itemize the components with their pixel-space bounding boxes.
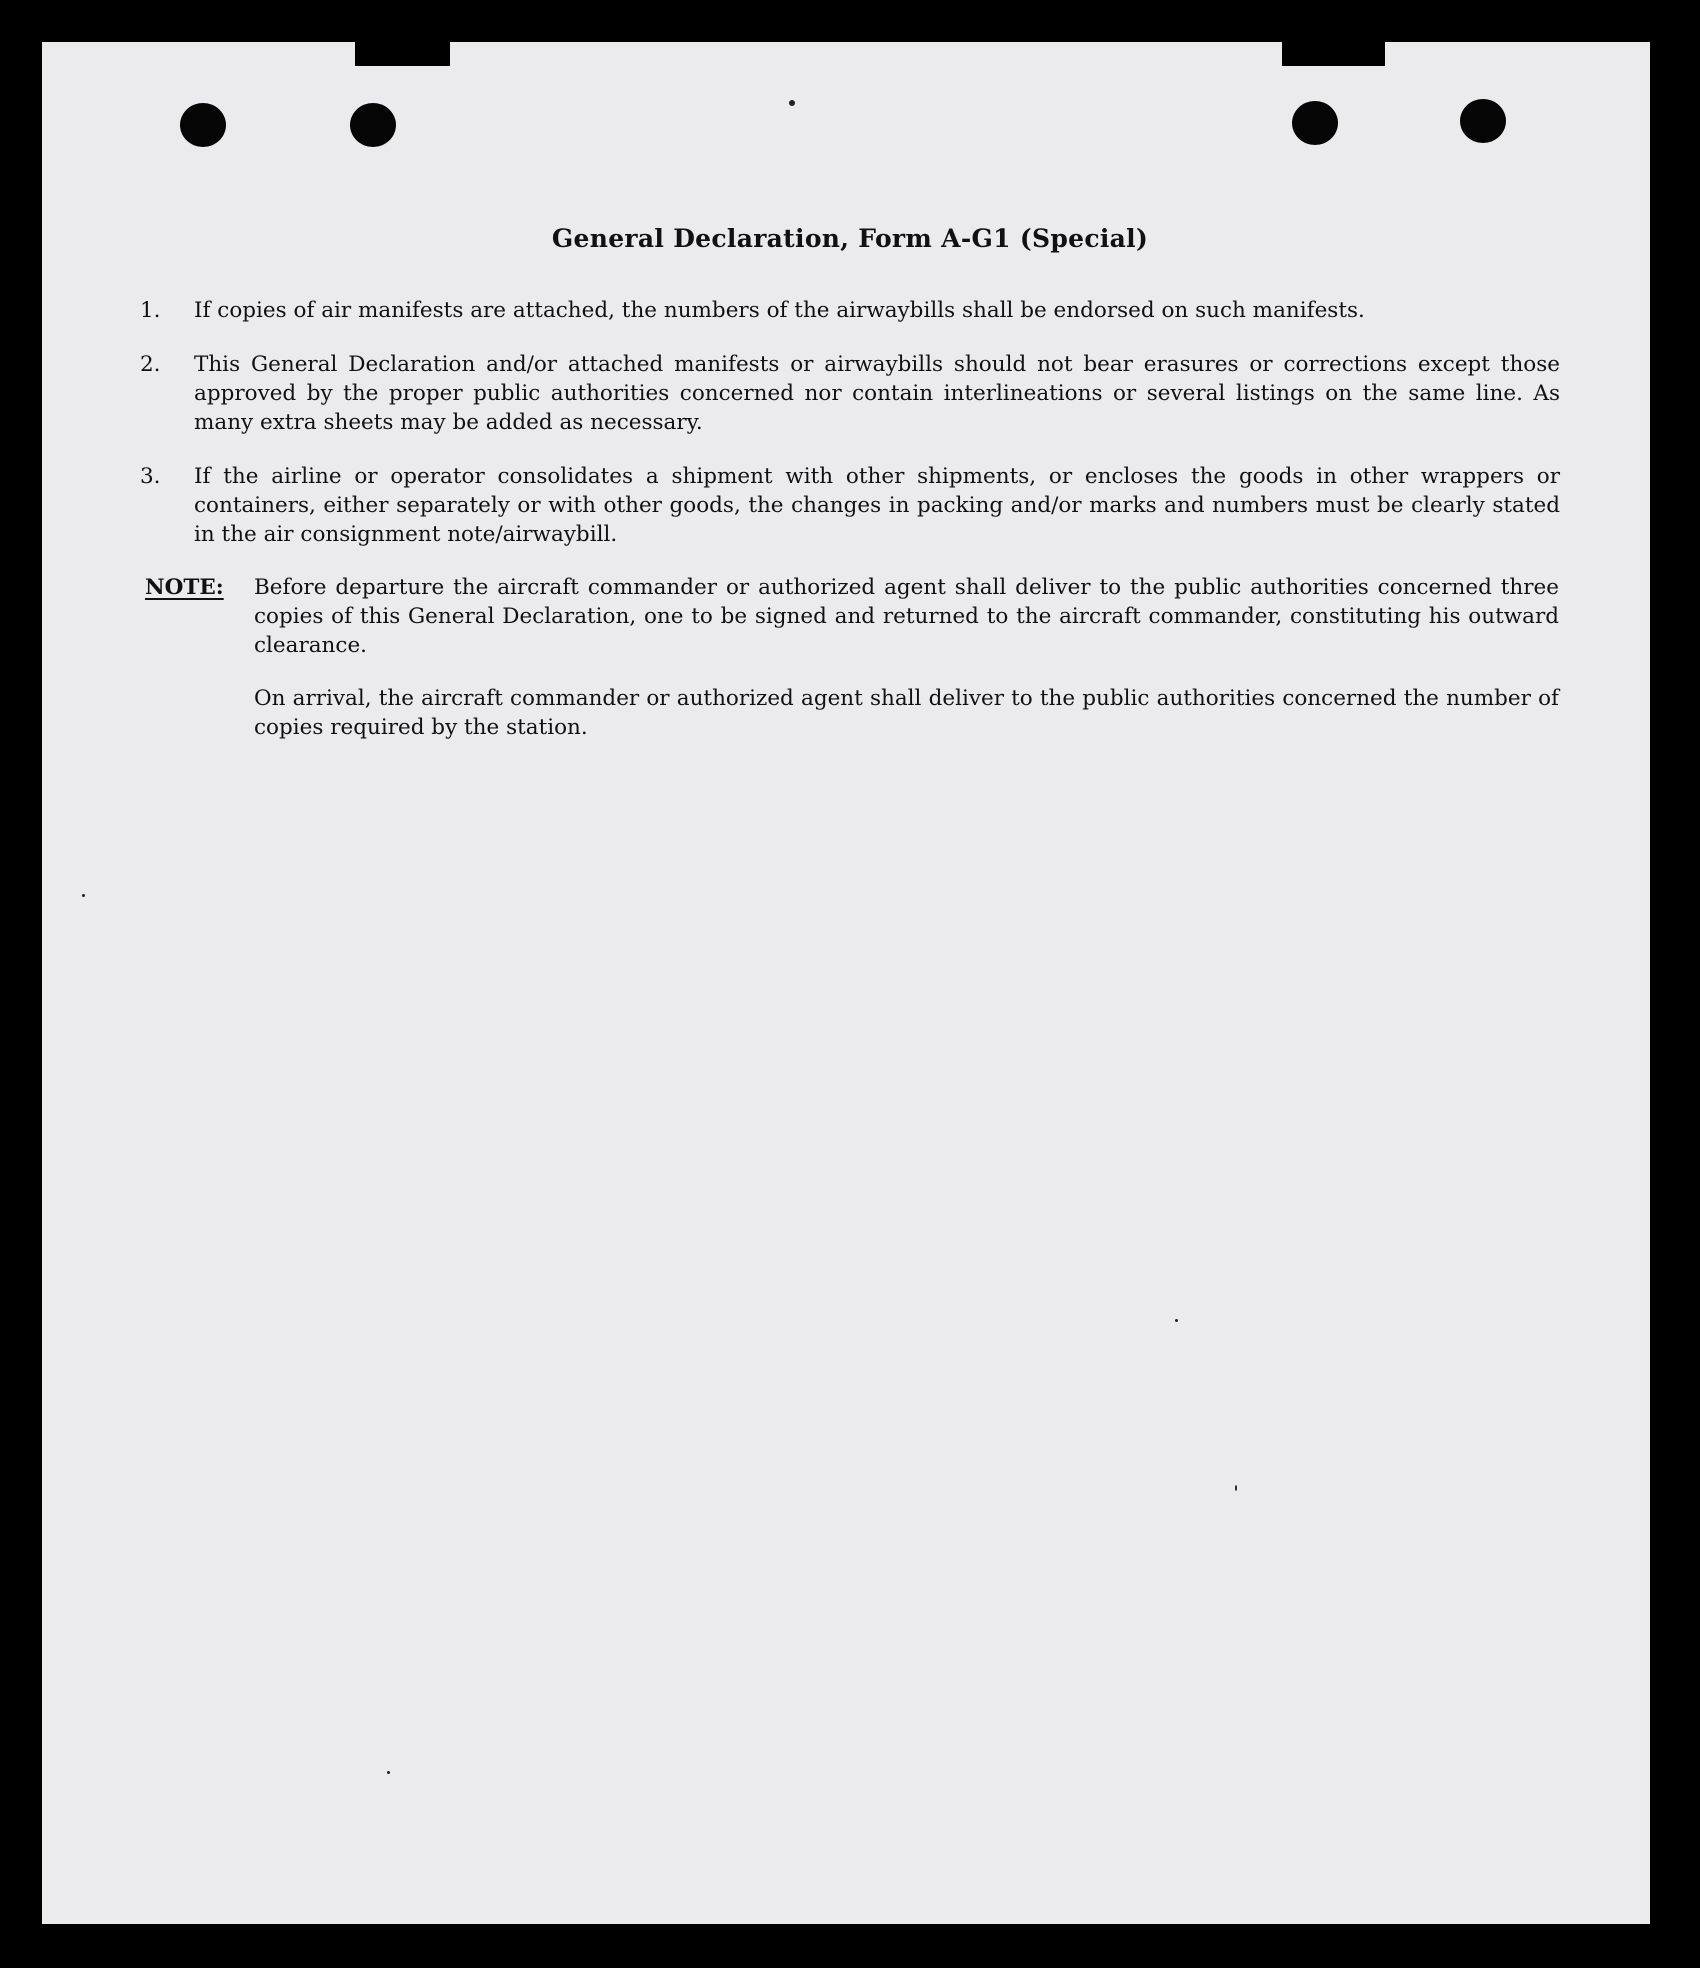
punch-hole-icon (350, 103, 396, 147)
binding-tab-left (355, 42, 450, 66)
scan-speck (82, 894, 85, 897)
page-title: General Declaration, Form A-G1 (Special) (551, 224, 1149, 253)
list-item (140, 462, 1560, 549)
list-item-number: 3. (140, 464, 161, 489)
punch-hole-icon (180, 103, 226, 147)
list-item-text: This General Declaration and/or attached manifests or airwaybills should not bear erasures or corrections except those approved by the proper public authorities concerned nor contain interlineations or several listings on the same line. As many extra sheets may be added as necessary. (194, 352, 1560, 435)
note-paragraph: Before departure the aircraft commander or authorized agent shall deliver to the public authorities concerned three copies of this General Declaration, one to be signed and returned to the aircraft commander, constituting his outward clearance. (254, 575, 1559, 658)
scan-speck (789, 100, 795, 106)
list-item (140, 350, 1560, 437)
list-item (140, 296, 1560, 325)
scan-speck (1235, 1485, 1237, 1491)
binding-tab-right (1282, 42, 1385, 66)
scan-speck (1175, 1319, 1178, 1322)
list-item-text: If copies of air manifests are attached, the numbers of the airwaybills shall be endorsed on such manifests. (194, 298, 1365, 323)
note-paragraph: On arrival, the aircraft commander or authorized agent shall deliver to the public authorities concerned the number of copies required by the station. (254, 686, 1559, 740)
list-item-number: 2. (140, 352, 161, 377)
list-item-text: If the airline or operator consolidates a shipment with other shipments, or encloses the goods in other wrappers or containers, either separately or with other goods, the changes in packing and/or marks and numbers must be clearly stated in the air consignment note/airwaybill. (194, 464, 1560, 547)
punch-hole-icon (1292, 101, 1338, 145)
punch-hole-icon (1460, 99, 1506, 143)
list-item-number: 1. (140, 298, 161, 323)
note-label: NOTE: (145, 575, 224, 600)
scan-speck (387, 1771, 390, 1774)
